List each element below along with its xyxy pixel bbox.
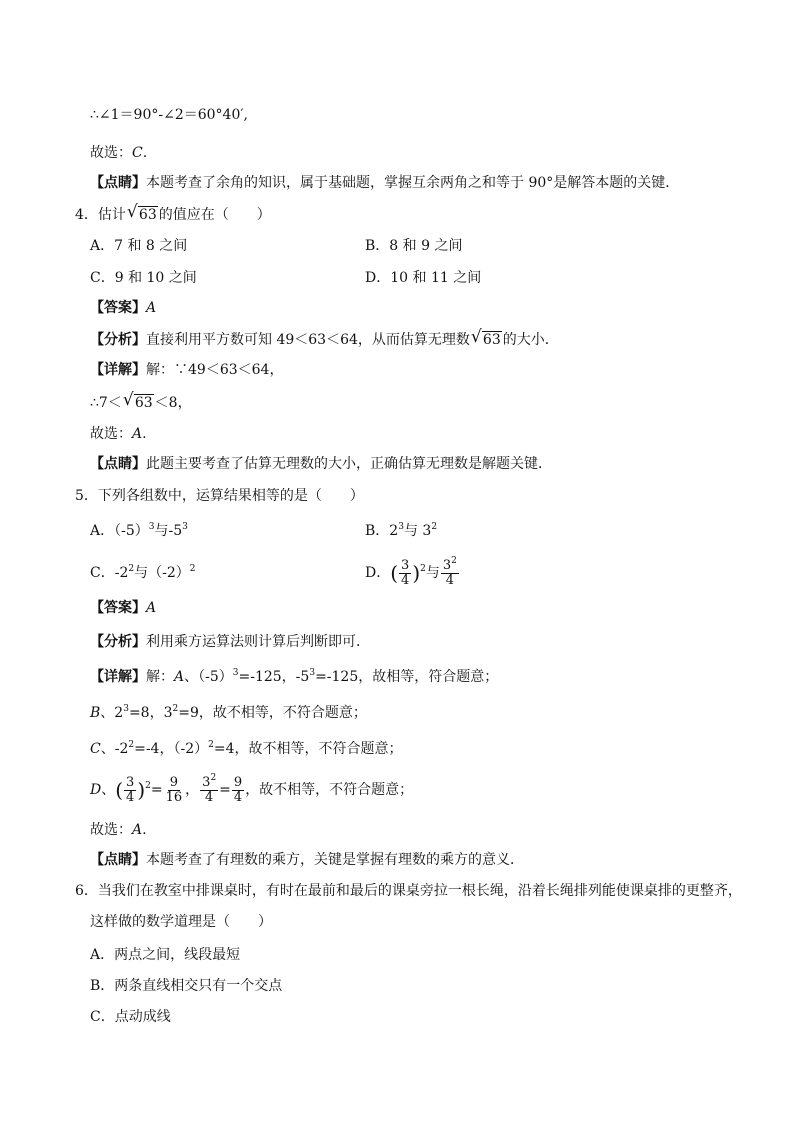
fraction-3sq-4: $\frac{3^2}{4}$ [442,555,457,588]
q4-answer: 【答案】A [90,300,157,316]
q6-option-b: B．两条直线相交只有一个交点 [90,978,283,994]
q4-option-c: C．9 和 10 之间 [90,270,197,286]
sqrt-63: √ 63 [126,202,157,223]
q4-detail: 【详解】解：∵49＜63＜64， [90,362,284,378]
q5-option-d: D．( $\frac{3}{4}$ )$^2$与 $\frac{3^2}{4}$ [365,555,457,588]
q3-comment: 【点睛】本题考查了余角的知识，属于基础题，掌握互余两角之和等于 90°是解答本题的关键． [90,175,680,191]
q6-option-c: C．点动成线 [90,1009,171,1025]
q5-stem: 5．下列各组数中，运算结果相等的是（ ） [75,488,364,504]
q4-option-d: D．10 和 11 之间 [365,270,482,286]
fraction-3sq-4: $\frac{3^2}{4}$ [202,772,217,805]
q6-stem-line2: 这样做的数学道理是（ ） [90,914,272,930]
q5-comment: 【点睛】本题考查了有理数的乘方，关键是掌握有理数的乘方的意义． [90,852,524,868]
q6-stem-line1: 6．当我们在教室中排课桌时，有时在最前和最后的课桌旁拉一根长绳，沿着长绳排列能使课桌排的更整齐， [75,883,742,899]
sqrt-63: √ 63 [122,390,153,411]
q5-option-c: C．$-2^2$与$(-2)^2$ [90,564,196,581]
fraction-3-4: $\frac{3}{4}$ [401,557,410,588]
q5-option-a: A．$(-5)^3$与$-5^3$ [90,522,188,539]
q5-detail-c: C、$-2^2=-4$，$(-2)^2=4$，故不相等，不符合题意； [90,740,403,757]
sqrt-63: √ 63 [470,327,501,348]
q5-choose: 故选：A. [90,822,147,838]
q3-choose-line: 故选：C. [90,145,148,161]
q5-option-b: B．$2^3$与 $3^2$ [365,522,438,539]
q4-choose: 故选：A. [90,426,147,442]
q6-option-a: A．两点之间，线段最短 [90,947,241,963]
fraction-3-4: $\frac{3}{4}$ [126,774,135,805]
q4-comment: 【点睛】此题主要考查了估算无理数的大小，正确估算无理数是解题关键． [90,456,552,472]
q3-calc-line: ∴∠1＝90°-∠2＝60°40′, [90,107,248,123]
q5-answer: 【答案】A [90,600,157,616]
q4-step: ∴7＜ √ 63 ＜8， [90,390,192,411]
q5-detail-a: 【详解】解：A、$(-5)^3=-125$，$-5^3=-125$，故相等，符合题意； [90,668,499,685]
q5-detail-d: D、( $\frac{3}{4}$ )$^2$= $\frac{9}{16}$ ， $\frac{3^2}{4}$ = $\frac{9}{4}$ ，故不相等，不符合题意； [90,772,414,805]
q4-option-b: B．8 和 9 之间 [365,238,463,254]
q5-detail-b: B、$2^3=8$，$3^2=9$，故不相等，不符合题意； [90,704,367,721]
q5-analysis: 【分析】利用乘方运算法则计算后判断即可． [90,634,370,650]
q4-analysis: 【分析】直接利用平方数可知 49＜63＜64，从而估算无理数 √ 63 的大小． [90,327,559,348]
q4-stem: 4．估计 √ 63 的值应在（ ） [75,202,271,223]
q4-option-a: A．7 和 8 之间 [90,238,188,254]
fraction-9-4: $\frac{9}{4}$ [233,774,243,805]
fraction-9-16: $\frac{9}{16}$ [165,774,183,805]
